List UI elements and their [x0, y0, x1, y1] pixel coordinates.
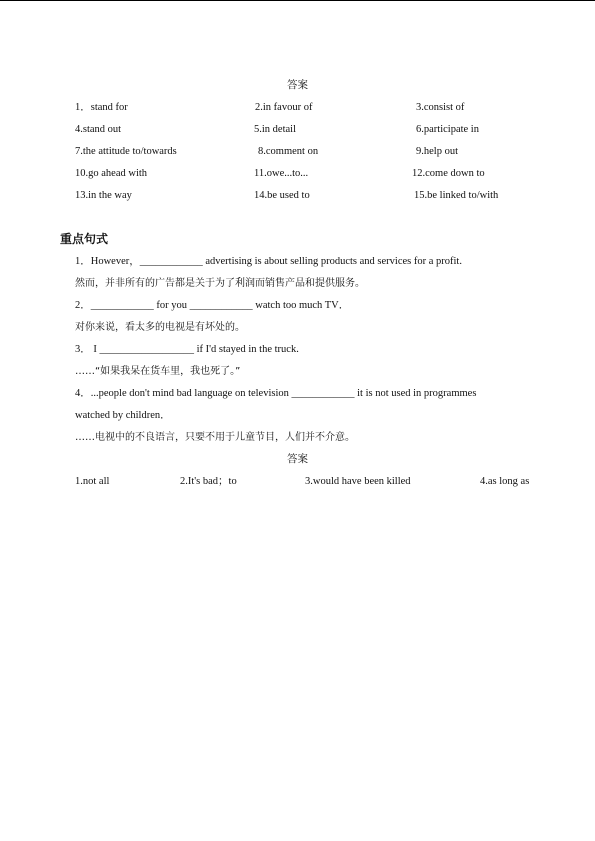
vocab-answer: 3.consist of — [416, 102, 465, 113]
vocab-answer: 2.in favour of — [255, 102, 313, 113]
vocab-answer: 4.stand out — [75, 124, 122, 135]
sentence-english: 4．...people don't mind bad language on television ____________ it is not used in programmes — [75, 388, 477, 399]
sentence-english: 1．However，____________ advertising is about selling products and services for a profit. — [75, 256, 462, 267]
vocab-answer: 5.in detail — [254, 124, 296, 135]
answer-title-sentences: 答案 — [287, 454, 308, 465]
vocab-answer: 10.go ahead with — [75, 168, 148, 179]
vocab-answer: 6.participate in — [416, 124, 479, 135]
vocab-answer: 12.come down to — [412, 168, 485, 179]
sentence-chinese: ……电视中的不良语言，只要不用于儿童节目，人们并不介意。 — [75, 432, 355, 443]
sentence-answer: 4.as long as — [480, 476, 530, 487]
sentence-english: 3． I __________________ if I'd stayed in the truck. — [75, 344, 299, 355]
vocab-answer: 8.comment on — [258, 146, 319, 157]
sentence-answer: 1.not all — [75, 476, 110, 487]
sentence-english: 2．____________ for you ____________ watch too much TV． — [75, 300, 350, 311]
vocab-answer: 11.owe...to... — [254, 168, 309, 179]
vocab-answer: 7.the attitude to/towards — [75, 146, 177, 157]
section-heading: 重点句式 — [60, 232, 109, 246]
vocab-answer: 1．stand for — [75, 102, 128, 113]
top-border-rule — [0, 0, 595, 1]
sentence-chinese: 对你来说，看太多的电视是有坏处的。 — [75, 322, 245, 333]
vocab-answer: 14.be used to — [254, 190, 310, 201]
sentence-answer: 3.would have been killed — [305, 476, 411, 487]
vocab-answer: 9.help out — [416, 146, 458, 157]
sentence-chinese: ……“如果我呆在货车里，我也死了。” — [75, 366, 241, 377]
answer-title-vocab: 答案 — [287, 80, 308, 91]
sentence-chinese: 然而，并非所有的广告都是关于为了利润而销售产品和提供服务。 — [75, 278, 365, 289]
vocab-answer: 15.be linked to/with — [414, 190, 499, 201]
sentence-english-continued: watched by children． — [75, 410, 171, 421]
sentence-answer: 2.It's bad；to — [180, 476, 237, 487]
vocab-answer: 13.in the way — [75, 190, 132, 201]
